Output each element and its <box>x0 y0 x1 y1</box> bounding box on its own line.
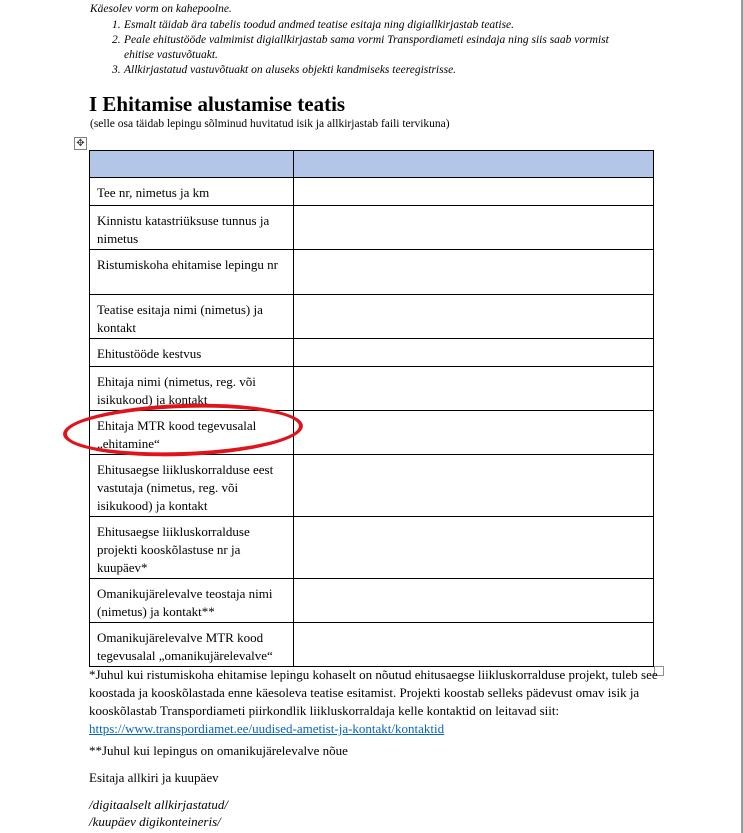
table-row <box>90 517 654 579</box>
table-row <box>90 295 654 339</box>
section-subtitle: (selle osa täidab lepingu sõlminud huvitatud isik ja allkirjastab faili tervikuna) <box>90 118 450 130</box>
row-label: Ehitaja MTR kood tegevusalal „ehitamine“ <box>90 411 294 455</box>
row-value-cell[interactable] <box>294 206 654 250</box>
row-label: Ristumiskoha ehitamise lepingu nr <box>90 250 294 295</box>
header-cell-value <box>294 151 654 178</box>
step-number: 1. <box>112 19 121 31</box>
digital-signed-line: /digitaalselt allkirjastatud/ <box>89 797 229 812</box>
row-label: Ehitusaegse liikluskorralduse projekti kooskõlastuse nr ja kuupäev* <box>90 517 294 579</box>
table-row <box>90 455 654 517</box>
table-row <box>90 579 654 623</box>
row-value-cell[interactable] <box>294 339 654 367</box>
step-number: 3. <box>112 64 121 76</box>
row-label: Omanikujärelevalve teostaja nimi (nimetus) ja kontakt** <box>90 579 294 623</box>
row-label: Ehitusaegse liikluskorralduse eest vastutaja (nimetus, reg. või isikukood) ja kontakt <box>90 455 294 517</box>
instruction-step <box>90 18 690 33</box>
row-label: Ehitustööde kestvus <box>90 339 294 367</box>
intro-instructions <box>90 2 690 78</box>
row-value-cell[interactable] <box>294 295 654 339</box>
row-value-cell[interactable] <box>294 411 654 455</box>
step-text: Peale ehitustööde valmimist digiallkirjastab sama vormi Transpordiameti esindaja ning siis saab vormist <box>124 34 609 46</box>
section-title: I Ehitamise alustamise teatis <box>89 92 346 116</box>
instruction-step <box>90 33 690 63</box>
row-label: Kinnistu katastriüksuse tunnus ja nimetus <box>90 206 294 250</box>
row-value-cell[interactable] <box>294 623 654 667</box>
footnote-supervision: **Juhul kui lepingus on omanikujärelevalve nõue <box>89 743 348 758</box>
step-text: Allkirjastatud vastuvõtuakt on aluseks objekti kandmiseks teeregistrisse. <box>124 64 457 76</box>
row-label: Ehitaja nimi (nimetus, reg. või isikukood) ja kontakt <box>90 367 294 411</box>
instruction-list <box>90 18 690 78</box>
row-value-cell[interactable] <box>294 250 654 295</box>
row-value-cell[interactable] <box>294 178 654 206</box>
row-value-cell[interactable] <box>294 455 654 517</box>
table-row <box>90 623 654 667</box>
table-row <box>90 178 654 206</box>
footnote-project-text: *Juhul kui ristumiskoha ehitamise lepingu kohaselt on nõutud ehitusaegse liikluskorralduse projekt, tuleb see koostada ja kooskõlastada enne käesoleva teatise esitamist. Projekti koostab selleks pädevust omav isik ja kooskõlastab Transpordiameti piirkondlik liikluskorraldaja kelle kontaktid on leitavad siit: <box>89 667 658 718</box>
digital-signature-note <box>89 796 228 830</box>
step-text: Esmalt täidab ära tabelis toodud andmed teatise esitaja ning digiallkirjastab teatise. <box>124 19 515 31</box>
row-label: Tee nr, nimetus ja km <box>90 178 294 206</box>
contacts-link[interactable]: https://www.transpordiamet.ee/uudised-ametist-ja-kontakt/kontaktid <box>89 721 445 736</box>
row-value-cell[interactable] <box>294 517 654 579</box>
table-header-row <box>90 151 654 178</box>
step-number: 2. <box>112 34 121 46</box>
step-text-continued: ehitise vastuvõtuakt. <box>124 49 218 61</box>
row-label: Omanikujärelevalve MTR kood tegevusalal „omanikujärelevalve“ <box>90 623 294 667</box>
table-row <box>90 206 654 250</box>
table-row <box>90 250 654 295</box>
date-in-container-line: /kuupäev digikonteineris/ <box>89 814 221 829</box>
table-row <box>90 339 654 367</box>
row-label: Teatise esitaja nimi (nimetus) ja kontakt <box>90 295 294 339</box>
signature-label: Esitaja allkiri ja kuupäev <box>89 770 219 785</box>
header-cell-label <box>90 151 294 178</box>
instruction-step <box>90 63 690 78</box>
footnote-project <box>89 666 659 738</box>
row-value-cell[interactable] <box>294 579 654 623</box>
table-move-handle-icon[interactable]: ✥ <box>74 137 87 150</box>
row-value-cell[interactable] <box>294 367 654 411</box>
intro-lead: Käesolev vorm on kahepoolne. <box>90 3 232 15</box>
